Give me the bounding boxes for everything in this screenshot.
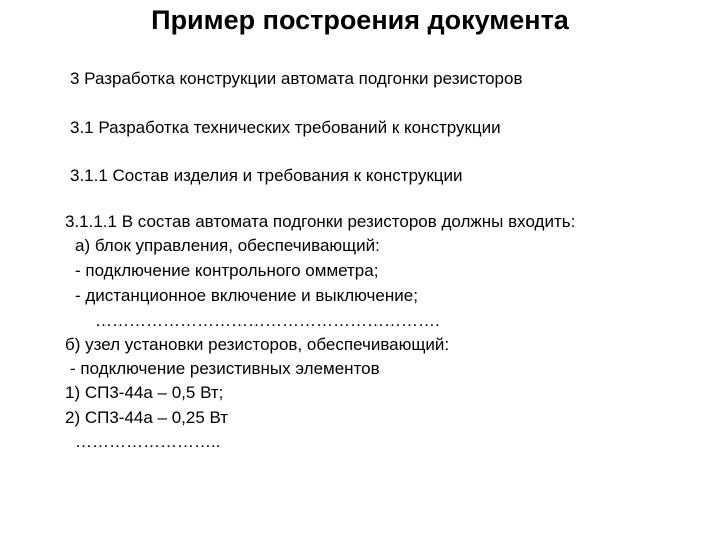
section-heading-3-1: 3.1 Разработка технических требований к конструкции <box>70 118 501 137</box>
list-item-resistor-mount: б) узел установки резисторов, обеспечивающий: <box>65 335 450 354</box>
list-item-ohmmeter: - подключение контрольного омметра; <box>75 261 379 280</box>
slide-title: Пример построения документа <box>151 5 569 35</box>
list-item-resistive-elements: - подключение резистивных элементов <box>70 359 380 378</box>
clause-3-1-1-1: 3.1.1.1 В состав автомата подгонки резисторов должны входить: <box>65 212 576 231</box>
ellipsis-line-end: …………………….. <box>75 432 221 451</box>
section-heading-3: 3 Разработка конструкции автомата подгонки резисторов <box>70 69 523 88</box>
list-item-remote-switch: - дистанционное включение и выключение; <box>75 286 418 305</box>
list-item-sp3-44a-0-5: 1) СП3-44а – 0,5 Вт; <box>65 383 224 402</box>
section-heading-3-1-1: 3.1.1 Состав изделия и требования к конструкции <box>70 166 463 185</box>
list-item-control-unit: а) блок управления, обеспечивающий: <box>75 236 380 255</box>
list-item-sp3-44a-0-25: 2) СП3-44а – 0,25 Вт <box>65 408 229 427</box>
ellipsis-line: ……………………………………………………. <box>95 311 440 330</box>
